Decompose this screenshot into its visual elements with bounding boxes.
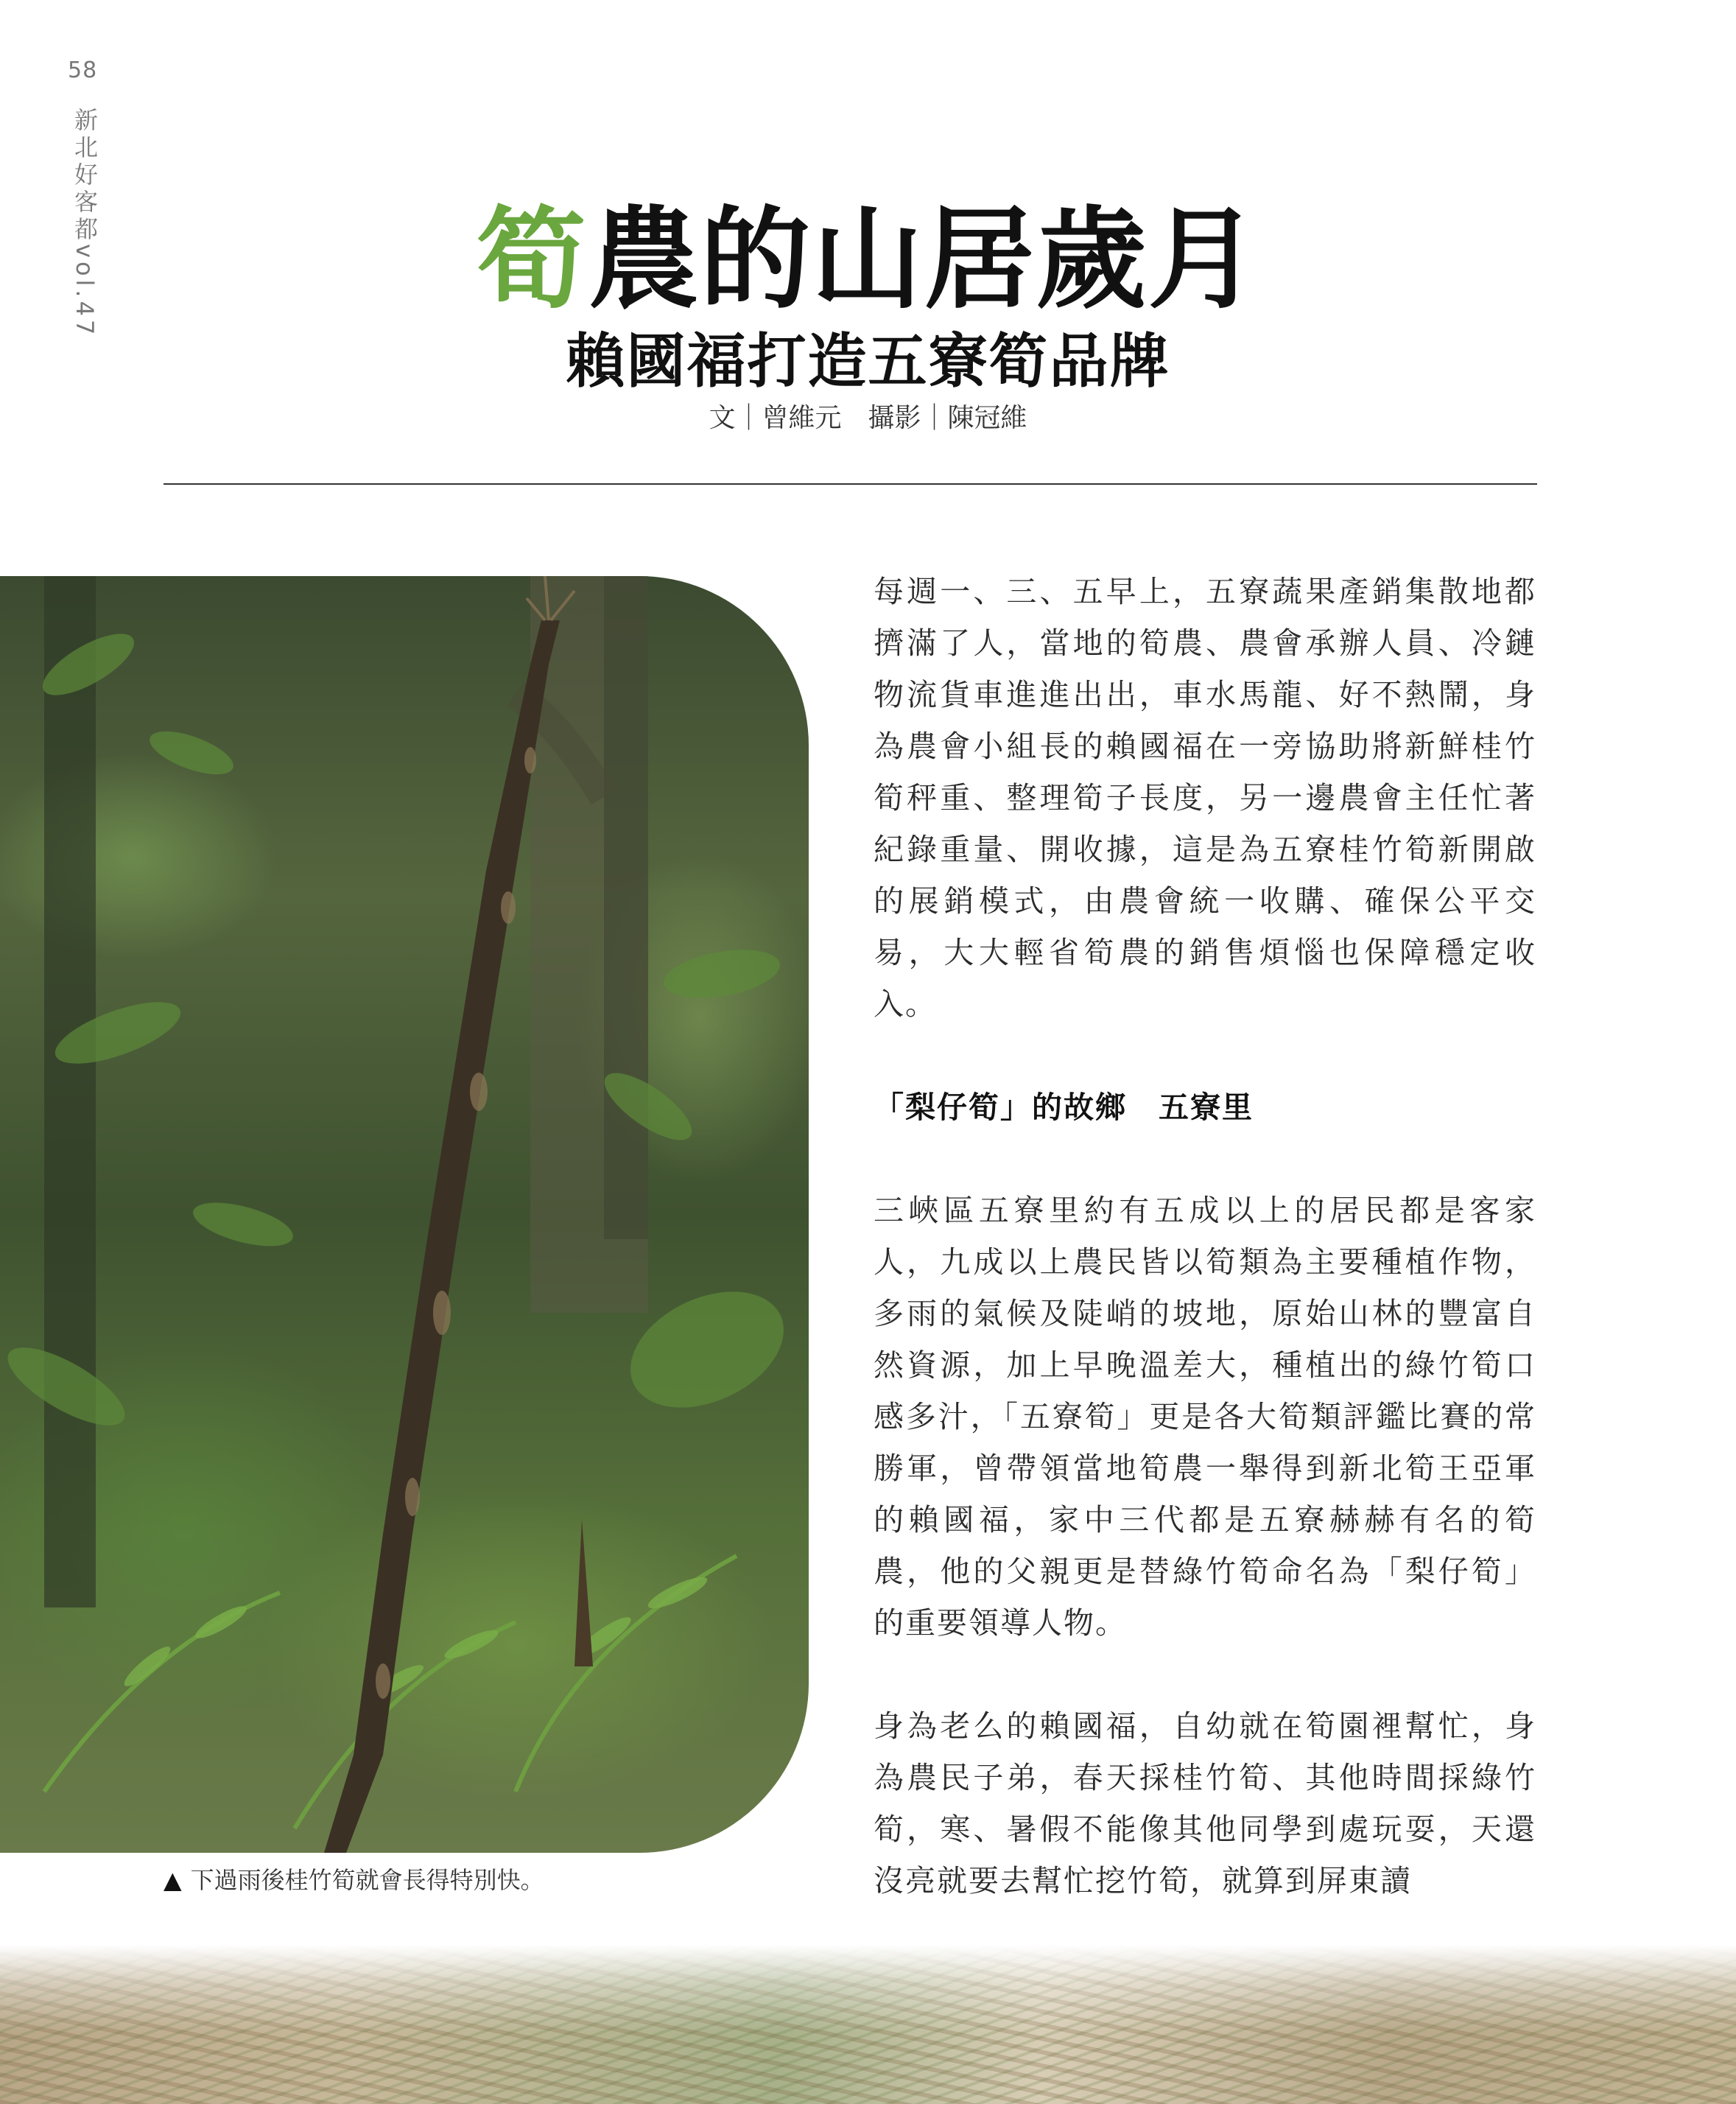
triangle-marker-icon: ▲ bbox=[164, 1866, 182, 1894]
writer-credit: 文｜曾維元 bbox=[709, 403, 842, 433]
bamboo-shoot-photo bbox=[0, 576, 809, 1853]
caption-text: 下過雨後桂竹筍就會長得特別快。 bbox=[190, 1866, 544, 1894]
photographer-credit: 攝影｜陳冠維 bbox=[868, 403, 1027, 433]
article-credits bbox=[0, 400, 1736, 437]
article-body bbox=[874, 566, 1536, 1907]
body-paragraph-3: 身為老么的賴國福，自幼就在筍園裡幫忙，身為農民子弟，春天採桂竹筍、其他時間採綠竹筍，寒、暑假不能像其他同學到處玩耍，天還沒亮就要去幫忙挖竹筍，就算到屏東讀 bbox=[874, 1708, 1536, 1898]
photo-caption bbox=[164, 1864, 544, 1896]
photo-illustration bbox=[0, 576, 809, 1853]
magazine-issue-label: 新北好客都vol.47 bbox=[71, 108, 99, 339]
body-paragraph-1: 每週一、三、五早上，五寮蔬果產銷集散地都擠滿了人，當地的筍農、農會承辦人員、冷鏈物流貨車進進出出，車水馬龍、好不熱鬧，身為農會小組長的賴國福在一旁協助將新鮮桂竹筍秤重、整理筍子長度，另一邊農會主任忙著紀錄重量、開收據，這是為五寮桂竹筍新開啟的展銷模式，由農會統一收購、確保公平交易，大大輕省筍農的銷售煩惱也保障穩定收入。 bbox=[874, 574, 1536, 1022]
title-text: 農的山居歲月 bbox=[588, 196, 1260, 324]
article-subtitle: 賴國福打造五寮筍品牌 bbox=[566, 327, 1170, 396]
section-heading: 「梨仔筍」的故鄉 五寮里 bbox=[874, 1090, 1254, 1125]
page-number: 58 bbox=[68, 57, 98, 83]
ground-strip-image bbox=[0, 1945, 1736, 2104]
title-accent-char: 筍 bbox=[476, 196, 588, 324]
header-divider bbox=[164, 483, 1537, 485]
article-title bbox=[0, 197, 1736, 323]
body-paragraph-2: 三峽區五寮里約有五成以上的居民都是客家人，九成以上農民皆以筍類為主要種植作物，多雨的氣候及陡峭的坡地，原始山林的豐富自然資源，加上早晚溫差大，種植出的綠竹筍口感多汁，「五寮筍」更是各大筍類評鑑比賽的常勝軍，曾帶領當地筍農一舉得到新北筍王亞軍的賴國福，家中三代都是五寮赫赫有名的筍農，他的父親更是替綠竹筍命名為「梨仔筍」的重要領導人物。 bbox=[874, 1193, 1536, 1641]
